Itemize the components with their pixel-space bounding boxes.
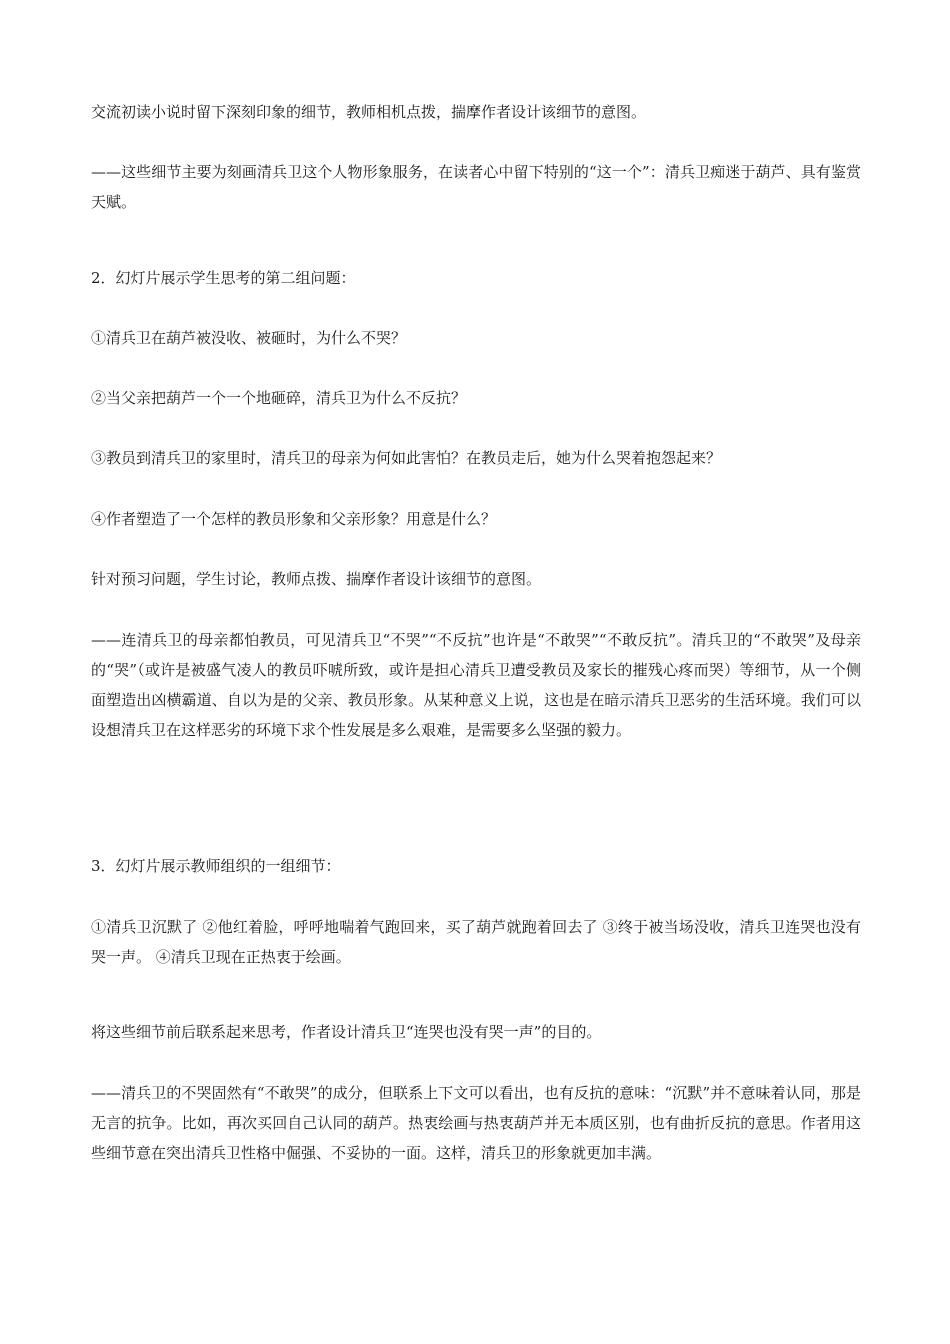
paragraph-details-list: ①清兵卫沉默了 ②他红着脸，呼呼地喘着气跑回来，买了葫芦就跑着回去了 ③终于被当场没收，清兵卫连哭也没有哭一声。 ④清兵卫现在正热衷于绘画。 — [91, 918, 861, 966]
paragraph-answer-2: ——连清兵卫的母亲都怕教员，可见清兵卫“不哭”“不反抗”也许是“不敢哭”“不敢反抗”。清兵卫的“不敢哭”及母亲的“哭”（或许是被盛气凌人的教员吓唬所致，或许是担心清兵卫遭受教员及家长的摧残心疼而哭）等细节，从一个侧面塑造出凶横霸道、自以为是的父亲、教员形象。从某种意义上说，这也是在暗示清兵卫恶劣的生活环境。我们可以设想清兵卫在这样恶劣的环境下求个性发展是多么艰难，是需要多么坚强的毅力。 — [91, 631, 861, 739]
paragraph-heading-3: 3．幻灯片展示教师组织的一组细节： — [91, 857, 341, 875]
paragraph-discussion: 针对预习问题，学生讨论，教师点拨、揣摩作者设计该细节的意图。 — [91, 570, 542, 588]
paragraph-task: 将这些细节前后联系起来思考，作者设计清兵卫“连哭也没有哭一声”的目的。 — [91, 1023, 602, 1041]
paragraph-intro: 交流初读小说时留下深刻印象的细节，教师相机点拨，揣摩作者设计该细节的意图。 — [91, 103, 647, 121]
paragraph-question-2: ②当父亲把葫芦一个一个地砸碎，清兵卫为什么不反抗？ — [91, 389, 467, 407]
paragraph-question-1: ①清兵卫在葫芦被没收、被砸时，为什么不哭？ — [91, 329, 407, 347]
paragraph-answer-3: ——清兵卫的不哭固然有“不敢哭”的成分，但联系上下文可以看出，也有反抗的意味：“沉默”并不意味着认同，那是无言的抗争。比如，再次买回自己认同的葫芦。热衷绘画与热衷葫芦并无本质区别，也有曲折反抗的意思。作者用这些细节意在突出清兵卫性格中倔强、不妥协的一面。这样，清兵卫的形象就更加丰满。 — [91, 1084, 861, 1162]
paragraph-question-3: ③教员到清兵卫的家里时，清兵卫的母亲为何如此害怕？在教员走后，她为什么哭着抱怨起来？ — [91, 449, 722, 467]
paragraph-heading-2: 2．幻灯片展示学生思考的第二组问题： — [91, 269, 356, 287]
paragraph-answer-1: ——这些细节主要为刻画清兵卫这个人物形象服务，在读者心中留下特别的“这一个”：清兵卫痴迷于葫芦、具有鉴赏天赋。 — [91, 163, 861, 211]
paragraph-question-4: ④作者塑造了一个怎样的教员形象和父亲形象？用意是什么？ — [91, 510, 497, 528]
